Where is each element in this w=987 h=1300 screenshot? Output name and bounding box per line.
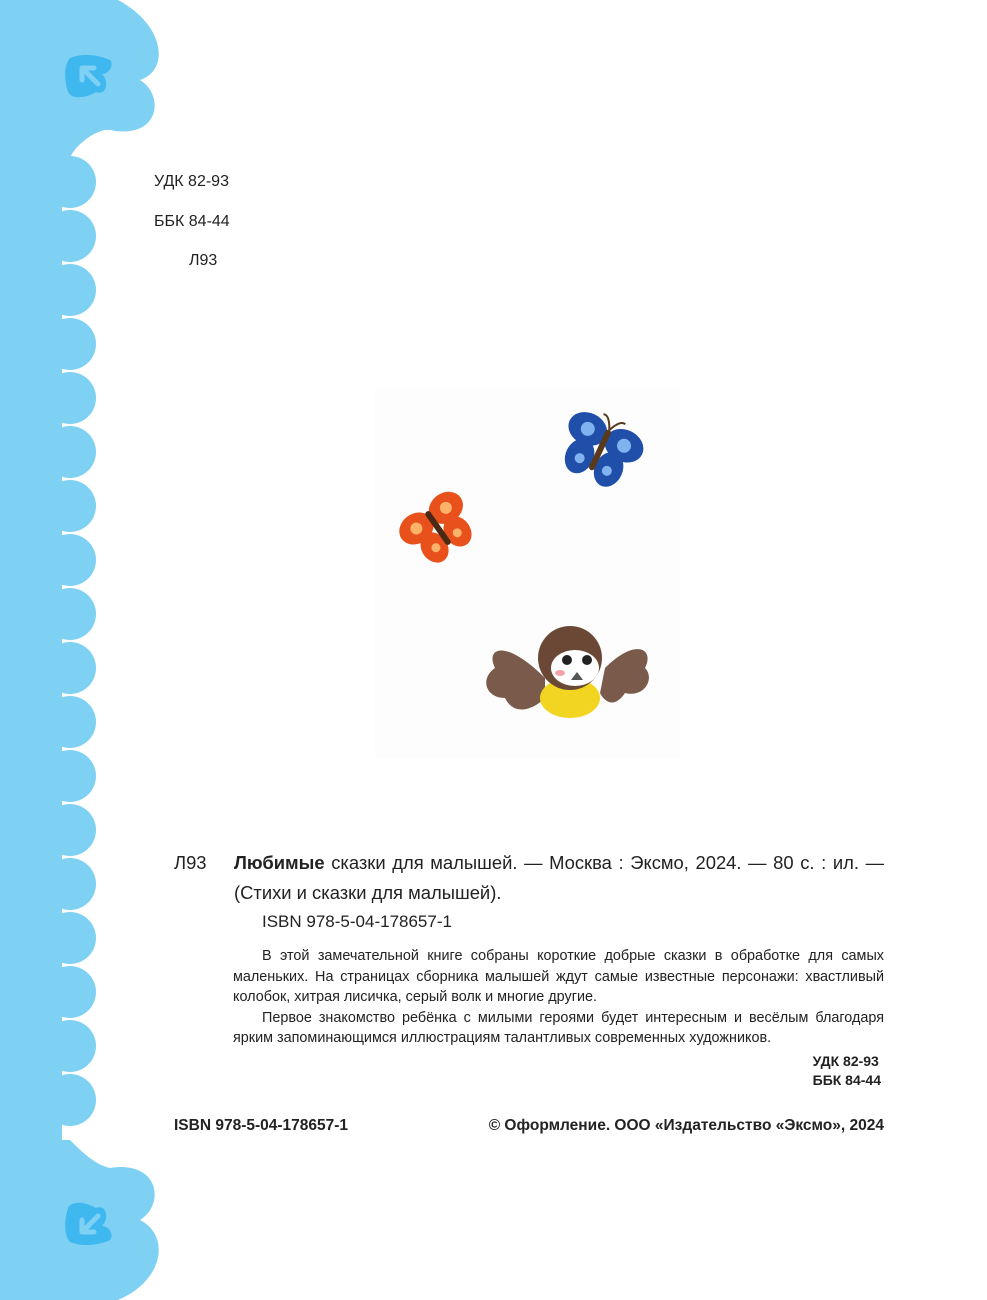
author-mark: Л93 <box>189 252 218 269</box>
bbk-code: ББК 84-44 <box>812 1072 881 1088</box>
corner-arrow-icon <box>62 1196 122 1248</box>
entry-description <box>234 848 884 908</box>
illustration <box>375 388 680 758</box>
udk-code: УДК 82-93 <box>154 173 229 190</box>
footer-isbn: ISBN 978-5-04-178657-1 <box>174 1117 349 1134</box>
copyright: © Оформление. ООО «Издательство «Эксмо», 2024 <box>488 1117 884 1134</box>
entry-title: Любимые <box>234 852 325 873</box>
classification-codes <box>813 1052 881 1090</box>
entry-isbn: ISBN 978-5-04-178657-1 <box>262 912 452 931</box>
bibliographic-entry <box>174 848 884 908</box>
annotation-paragraph: Первое знакомство ребёнка с милыми героями будет интересным и весёлым благодаря ярким запоминающимся иллюстрациям талантливых современных художников. <box>233 1009 884 1046</box>
bbk-code: ББК 84-44 <box>154 213 230 230</box>
udk-code: УДК 82-93 <box>812 1053 879 1069</box>
scalloped-border <box>0 0 170 1300</box>
annotation <box>233 946 884 1049</box>
annotation-paragraph: В этой замечательной книге собраны короткие добрые сказки в обработке для самых маленьких. На страницах сборника малышей ждут самые известные персонажи: хвастливый колобок, хитрая лисичка, серый волк и многие другие. <box>233 948 884 1005</box>
entry-details: сказки для малышей. — Москва : Эксмо, 2024. — 80 с. : ил. — (Стихи и сказки для малышей). <box>234 852 884 903</box>
corner-arrow-icon <box>62 52 122 104</box>
entry-index: Л93 <box>174 852 207 873</box>
